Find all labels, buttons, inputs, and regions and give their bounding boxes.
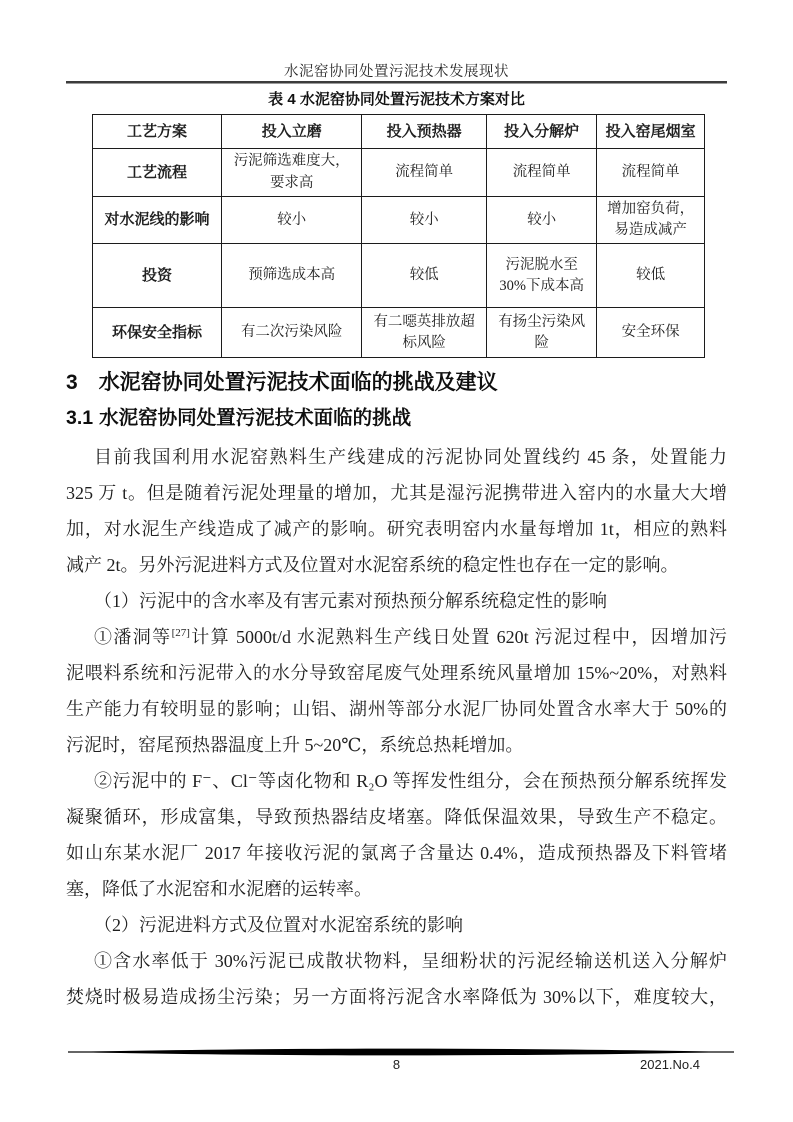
subsection-title: 水泥窑协同处置污泥技术面临的挑战 — [99, 407, 412, 429]
section-title: 水泥窑协同处置污泥技术面临的挑战及建议 — [98, 371, 498, 394]
issue-number: 2021.No.4 — [640, 1057, 700, 1072]
row-label: 投资 — [93, 244, 222, 308]
table-cell: 污泥脱水至 30%下成本高 — [487, 244, 597, 308]
table-row — [93, 308, 705, 358]
body-line: 加，对水泥生产线造成了减产的影响。研究表明窑内水量每增加 1t，相应的熟料 — [66, 519, 727, 539]
table-cell: 流程简单 — [362, 149, 487, 197]
running-head: 水泥窑协同处置污泥技术发展现状 — [284, 64, 509, 80]
body-line — [66, 619, 727, 655]
table-cell: 流程简单 — [487, 149, 597, 197]
header-rule — [66, 81, 727, 84]
section-heading — [66, 366, 746, 396]
subsection-number: 3.1 — [66, 407, 94, 429]
column-header: 投入分解炉 — [487, 115, 597, 149]
table-cell: 较小 — [222, 197, 362, 244]
subsection-heading — [66, 402, 746, 430]
table-row — [93, 197, 705, 244]
table-cell: 较小 — [362, 197, 487, 244]
section-number: 3 — [66, 371, 78, 394]
table-caption: 表 4 水泥窑协同处置污泥技术方案对比 — [268, 91, 525, 108]
body-line: 污泥时，窑尾预热器温度上升 5~20℃，系统总热耗增加。 — [66, 735, 524, 755]
body-line: 如山东某水泥厂 2017 年接收污泥的氯离子含量达 0.4%，造成预热器及下料管堵 — [66, 843, 727, 863]
page-number: 8 — [392, 1057, 401, 1072]
comparison-table — [92, 114, 705, 358]
table-cell: 较低 — [597, 244, 705, 308]
column-header: 工艺方案 — [93, 115, 222, 149]
body-line: 325 万 t。但是随着污泥处理量的增加，尤其是湿污泥携带进入窑内的水量大大增 — [66, 483, 727, 503]
citation-pre: ①潘洞等 — [94, 627, 172, 647]
body-text — [66, 439, 727, 1015]
table-row — [93, 149, 705, 197]
body-line: 塞，降低了水泥窑和水泥磨的运转率。 — [66, 879, 372, 899]
body-line: （2）污泥进料方式及位置对水泥窑系统的影响 — [94, 915, 463, 935]
column-header: 投入窑尾烟室 — [597, 115, 705, 149]
table-cell: 较小 — [487, 197, 597, 244]
table-header-row — [93, 115, 705, 149]
table-cell: 流程简单 — [597, 149, 705, 197]
column-header: 投入立磨 — [222, 115, 362, 149]
column-header: 投入预热器 — [362, 115, 487, 149]
citation-ref: [27] — [171, 627, 190, 639]
table-cell: 有二噁英排放超标风险 — [362, 308, 487, 358]
row-label: 对水泥线的影响 — [93, 197, 222, 244]
row-label: 工艺流程 — [93, 149, 222, 197]
body-line: 生产能力有较明显的影响；山铝、湖州等部分水泥厂协同处置含水率大于 50%的 — [66, 699, 727, 719]
body-line: ②污泥中的 F⁻、Cl⁻等卤化物和 R₂O 等挥发性组分，会在预热预分解系统挥发 — [94, 771, 727, 791]
table-cell: 安全环保 — [597, 308, 705, 358]
body-line: 目前我国利用水泥窑熟料生产线建成的污泥协同处置线约 45 条，处置能力 — [94, 447, 727, 467]
body-line: 减产 2t。另外污泥进料方式及位置对水泥窑系统的稳定性也存在一定的影响。 — [66, 555, 679, 575]
table-cell: 污泥筛选难度大，要求高 — [222, 149, 362, 197]
body-line: （1）污泥中的含水率及有害元素对预热预分解系统稳定性的影响 — [94, 591, 607, 611]
body-line: ①含水率低于 30%污泥已成散状物料，呈细粉状的污泥经输送机送入分解炉 — [94, 951, 727, 971]
body-line: 凝聚循环，形成富集，导致预热器结皮堵塞。降低保温效果，导致生产不稳定。 — [66, 807, 727, 827]
footer-divider-bar — [68, 1048, 734, 1056]
table-cell: 增加窑负荷，易造成减产 — [597, 197, 705, 244]
table-cell: 有二次污染风险 — [222, 308, 362, 358]
citation-post: 计算 5000t/d 水泥熟料生产线日处置 620t 污泥过程中，因增加污 — [189, 627, 727, 647]
row-label: 环保安全指标 — [93, 308, 222, 358]
table-cell: 有扬尘污染风险 — [487, 308, 597, 358]
table-cell: 较低 — [362, 244, 487, 308]
body-line: 焚烧时极易造成扬尘污染；另一方面将污泥含水率降低为 30%以下，难度较大， — [66, 987, 727, 1007]
body-line: 泥喂料系统和污泥带入的水分导致窑尾废气处理系统风量增加 15%~20%，对熟料 — [66, 663, 727, 683]
table-cell: 预筛选成本高 — [222, 244, 362, 308]
table-row — [93, 244, 705, 308]
